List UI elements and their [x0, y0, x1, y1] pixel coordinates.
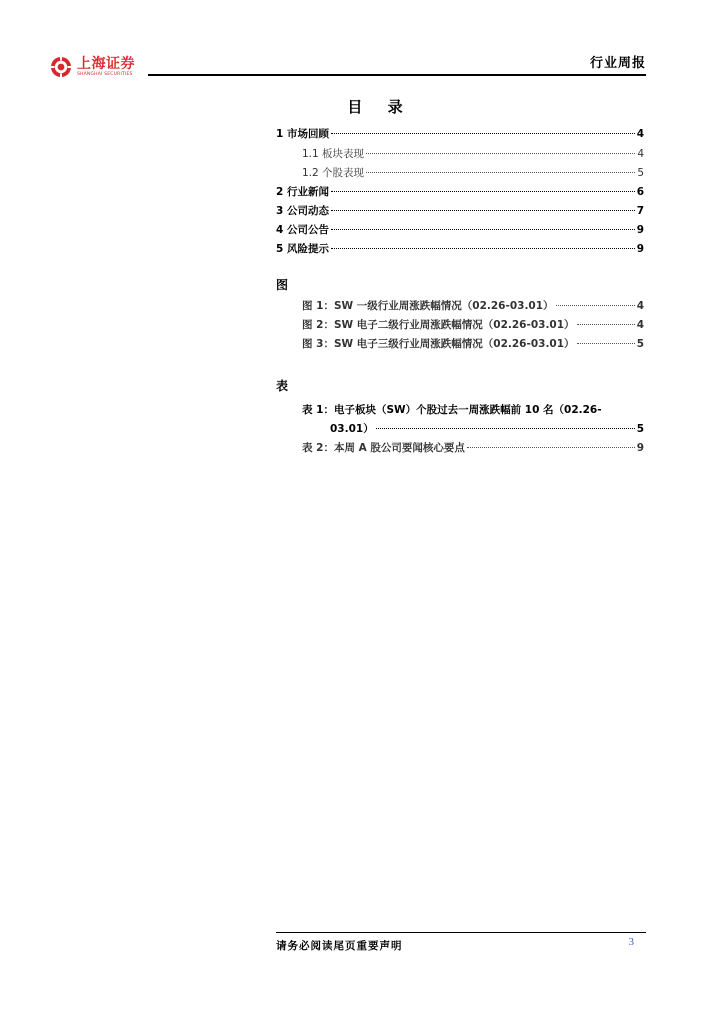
toc-entry-label: 4 公司公告	[276, 224, 329, 236]
tables-heading: 表	[276, 379, 289, 393]
dot-leader	[577, 343, 635, 344]
company-logo	[50, 56, 135, 78]
table-entry-page: 9	[636, 442, 644, 454]
toc-entry[interactable]	[276, 184, 644, 200]
dot-leader	[331, 229, 635, 230]
dot-leader	[467, 447, 635, 448]
page-header	[0, 0, 724, 90]
figures-heading: 图	[276, 278, 289, 292]
toc-entry-label: 3 公司动态	[276, 205, 329, 217]
shanghai-securities-logo-icon	[50, 56, 72, 78]
figure-entry-page: 4	[636, 300, 644, 312]
toc-entry[interactable]	[276, 203, 644, 219]
toc-entry[interactable]	[276, 222, 644, 238]
toc-entry-label: 1 市场回顾	[276, 128, 329, 140]
toc-entry-page: 7	[636, 205, 644, 217]
dot-leader	[331, 248, 635, 249]
toc-entry-page: 9	[636, 224, 644, 236]
page-number: 3	[628, 936, 634, 948]
dot-leader	[331, 133, 635, 134]
toc-entry-label: 1.1 板块表现	[302, 148, 365, 160]
toc-entry[interactable]	[302, 165, 644, 181]
header-divider	[148, 74, 646, 76]
logo-chinese-name: 上海证券	[77, 55, 135, 72]
figure-entry[interactable]	[302, 298, 644, 314]
figure-entry[interactable]	[302, 336, 644, 352]
logo-english-name: SHANGHAI SECURITIES	[77, 71, 133, 77]
disclaimer-notice: 请务必阅读尾页重要声明	[276, 940, 403, 952]
report-type-title: 行业周报	[589, 56, 646, 71]
toc-entry[interactable]	[276, 241, 644, 257]
dot-leader	[577, 324, 635, 325]
toc-entry-page: 6	[636, 186, 644, 198]
table-entry-page: 5	[636, 423, 644, 435]
toc-entry-label: 5 风险提示	[276, 243, 329, 255]
table-entry[interactable]	[302, 440, 644, 456]
figure-entry-page: 5	[636, 338, 644, 350]
table-entry-label: 表 1：电子板块（SW）个股过去一周涨跌幅前 10 名（02.26-	[302, 404, 602, 416]
toc-entry-page: 4	[637, 148, 644, 160]
toc-entry-label: 1.2 个股表现	[302, 167, 365, 179]
figure-entry-label: 图 1：SW 一级行业周涨跌幅情况（02.26-03.01）	[302, 300, 554, 312]
dot-leader	[331, 191, 635, 192]
dot-leader	[376, 428, 635, 429]
figure-entry-label: 图 3：SW 电子三级行业周涨跌幅情况（02.26-03.01）	[302, 338, 575, 350]
dot-leader	[556, 305, 635, 306]
toc-entry[interactable]	[276, 126, 644, 142]
figure-entry[interactable]	[302, 317, 644, 333]
toc-entry-label: 2 行业新闻	[276, 186, 329, 198]
dot-leader	[331, 210, 635, 211]
figure-entry-label: 图 2：SW 电子二级行业周涨跌幅情况（02.26-03.01）	[302, 319, 575, 331]
table-entry-label: 表 2：本周 A 股公司要闻核心要点	[302, 442, 465, 454]
table-entry-label-continued: 03.01）	[330, 423, 374, 435]
table-entry[interactable]	[302, 402, 644, 436]
footer-divider	[276, 932, 646, 933]
dot-leader	[366, 153, 635, 154]
toc-entry-page: 4	[636, 128, 644, 140]
toc-title: 目 录	[347, 98, 413, 116]
figure-entry-page: 4	[636, 319, 644, 331]
toc-entry-page: 5	[637, 167, 644, 179]
dot-leader	[366, 172, 635, 173]
toc-entry[interactable]	[302, 146, 644, 162]
toc-entry-page: 9	[636, 243, 644, 255]
